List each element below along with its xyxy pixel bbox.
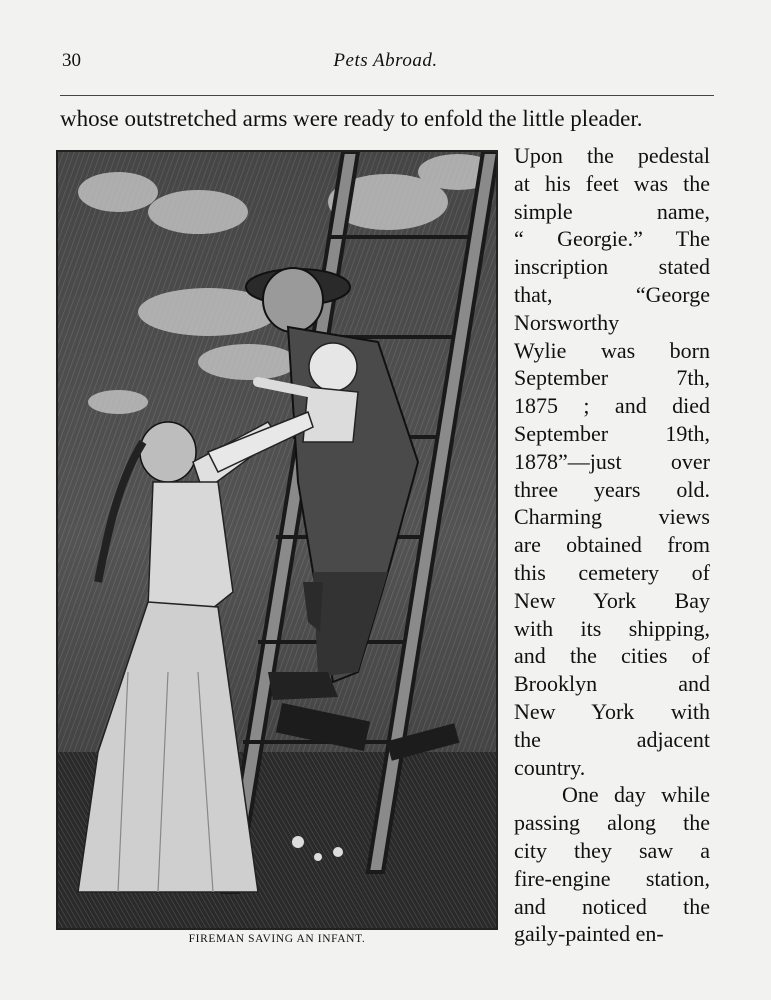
column-line: September 7th, <box>514 365 710 391</box>
column-line: city they saw a <box>514 837 710 863</box>
text-column <box>514 142 710 948</box>
column-line: Charming views <box>514 504 710 530</box>
column-line: three years old. <box>514 476 710 502</box>
column-line: inscription stated <box>514 254 710 280</box>
column-line: New York Bay <box>514 587 710 613</box>
column-line: at his feet was the <box>514 170 710 196</box>
column-line: country. <box>514 754 586 780</box>
column-line: 1875 ; and died <box>514 393 710 419</box>
header-rule <box>60 95 714 96</box>
column-line: One day while <box>562 782 710 808</box>
column-line: with its shipping, <box>514 615 710 641</box>
column-line: September 19th, <box>514 420 710 446</box>
column-line: that, “George <box>514 281 710 307</box>
engraving-drawing <box>58 152 496 928</box>
column-line: Wylie was born <box>514 337 710 363</box>
illustration-caption: FIREMAN SAVING AN INFANT. <box>188 933 366 945</box>
column-line: fire-engine station, <box>514 865 710 891</box>
column-line: and noticed the <box>514 893 710 919</box>
column-line: passing along the <box>514 810 710 836</box>
column-line: this cemetery of <box>514 559 710 585</box>
engraving-illustration <box>56 150 498 930</box>
column-line: gaily-painted en- <box>514 921 664 947</box>
column-line: Norsworthy <box>514 309 620 335</box>
column-line: Brooklyn and <box>514 671 710 697</box>
column-line: the adjacent <box>514 726 710 752</box>
page-number: 30 <box>62 50 81 71</box>
column-line: “ Georgie.” The <box>514 226 710 252</box>
column-line: simple name, <box>514 198 710 224</box>
column-line: New York with <box>514 698 710 724</box>
column-line: Upon the pedestal <box>514 143 710 168</box>
column-line: are obtained from <box>514 532 710 558</box>
body-first-line: whose outstretched arms were ready to enfold the little pleader. <box>60 106 643 131</box>
column-line: and the cities of <box>514 643 710 669</box>
column-line: 1878”—just over <box>514 448 710 474</box>
running-title: Pets Abroad. <box>333 50 438 71</box>
